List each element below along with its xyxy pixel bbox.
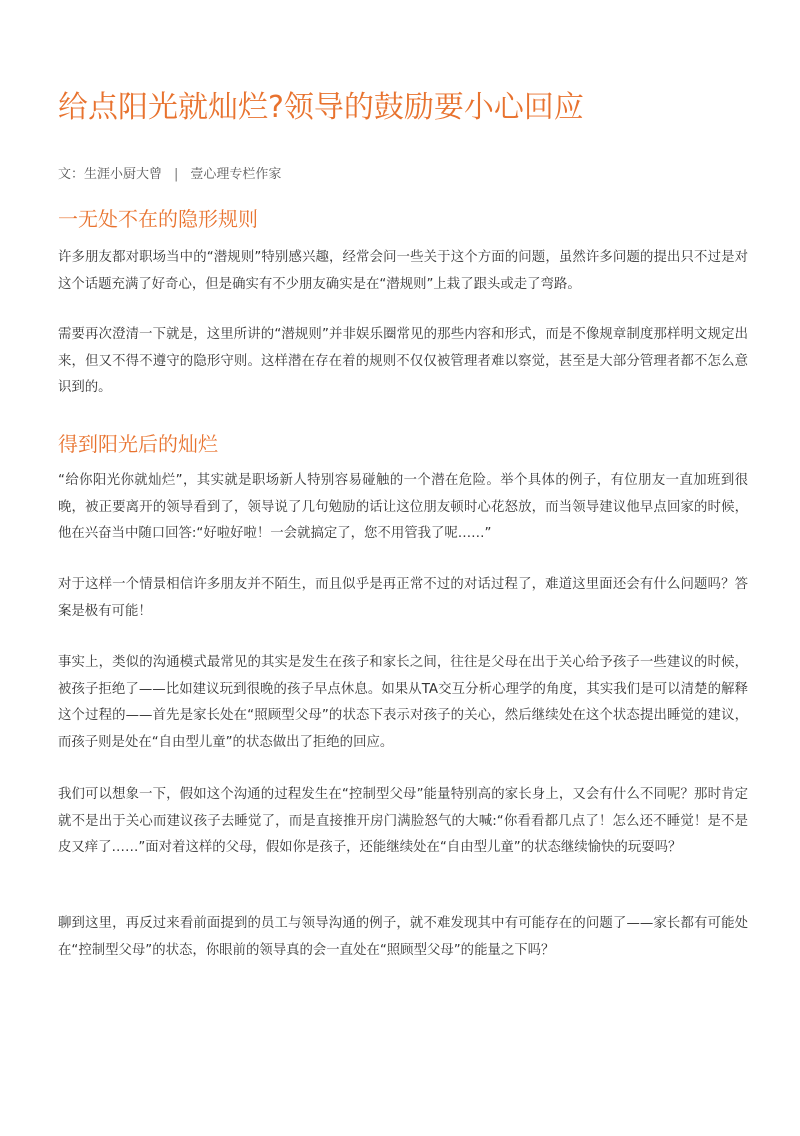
section-heading-2: 得到阳光后的灿烂 bbox=[58, 432, 218, 456]
section-heading-1: 一无处不在的隐形规则 bbox=[58, 207, 258, 231]
paragraph: 事实上，类似的沟通模式最常见的其实是发生在孩子和家长之间，往往是父母在出于关心给予孩子一些建议的时候，被孩子拒绝了——比如建议玩到很晚的孩子早点休息。如果从TA交互分析心理学的角度，其实我们是可以清楚的解释这个过程的——首先是家长处在“照顾型父母”的状态下表示对孩子的关心，然后继续处在这个状态提出睡觉的建议，而孩子则是处在“自由型儿童”的状态做出了拒绝的回应。 bbox=[58, 655, 748, 750]
byline bbox=[58, 165, 281, 185]
paragraph: 需要再次澄清一下就是，这里所讲的“潜规则”并非娱乐圈常见的那些内容和形式，而是不像规章制度那样明文规定出来，但又不得不遵守的隐形守则。这样潜在存在着的规则不仅仅被管理者难以察觉，甚至是大部分管理者都不怎么意识到的。 bbox=[58, 327, 748, 395]
paragraph: 对于这样一个情景相信许多朋友并不陌生，而且似乎是再正常不过的对话过程了，难道这里面还会有什么问题吗？答案是极有可能！ bbox=[58, 577, 748, 619]
paragraph: “给你阳光你就灿烂”，其实就是职场新人特别容易碰触的一个潜在危险。举个具体的例子，有位朋友一直加班到很晚，被正要离开的领导看到了，领导说了几句勉励的话让这位朋友顿时心花怒放，而当领导建议他早点回家的时候，他在兴奋当中随口回答:“好啦好啦！一会就搞定了，您不用管我了呢……” bbox=[58, 473, 748, 541]
paragraph: 我们可以想象一下，假如这个沟通的过程发生在“控制型父母”能量特别高的家长身上，又会有什么不同呢？那时肯定就不是出于关心而建议孩子去睡觉了，而是直接推开房门满脸怒气的大喊:“你看看都几点了！怎么还不睡觉！是不是皮又痒了……”面对着这样的父母，假如你是孩子，还能继续处在“自由型儿童”的状态继续愉快的玩耍吗？ bbox=[58, 787, 748, 855]
paragraph: 许多朋友都对职场当中的“潜规则”特别感兴趣，经常会问一些关于这个方面的问题，虽然许多问题的提出只不过是对这个话题充满了好奇心，但是确实有不少朋友确实是在“潜规则”上栽了跟头或走了弯路。 bbox=[58, 250, 748, 292]
byline-author: 文：生涯小厨大曾 bbox=[58, 167, 163, 182]
article-title: 给点阳光就灿烂?领导的鼓励要小心回应 bbox=[58, 90, 584, 125]
byline-separator: | bbox=[174, 167, 179, 182]
byline-column: 壹心理专栏作家 bbox=[190, 167, 282, 182]
paragraph: 聊到这里，再反过来看前面提到的员工与领导沟通的例子，就不难发现其中有可能存在的问题了——家长都有可能处在“控制型父母”的状态，你眼前的领导真的会一直处在“照顾型父母”的能量之下吗？ bbox=[58, 916, 748, 958]
